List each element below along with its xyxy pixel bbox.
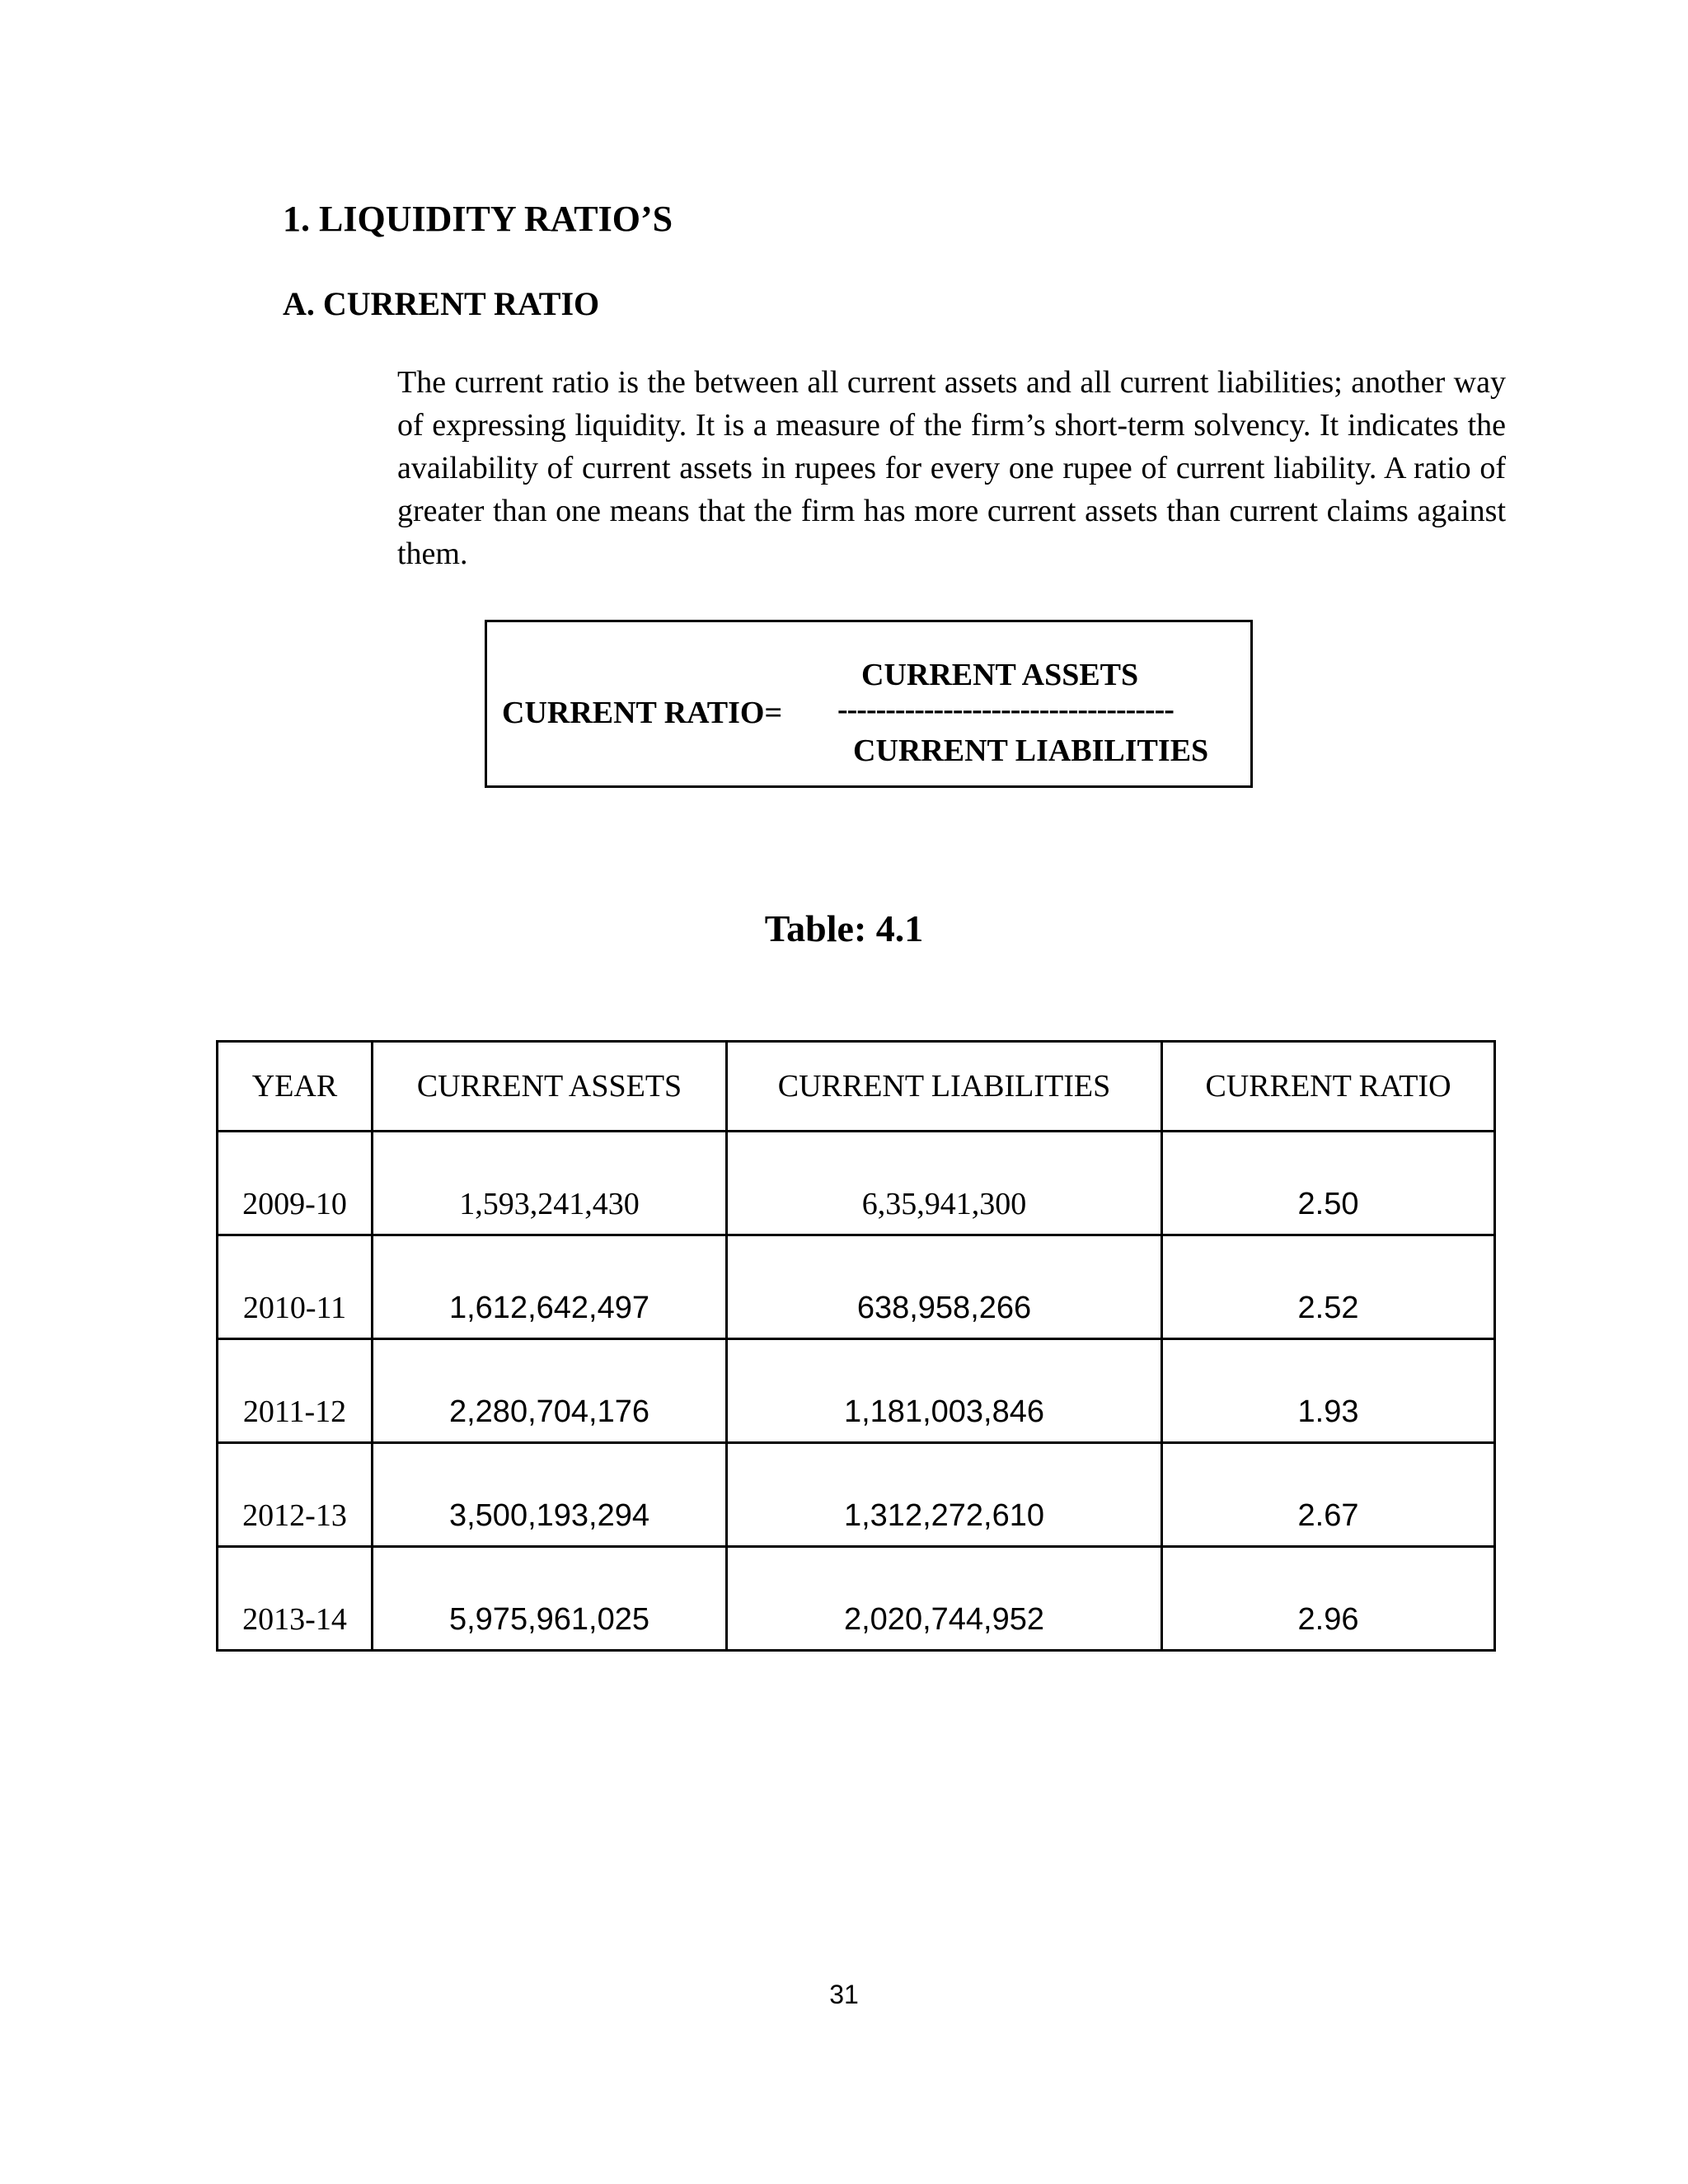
current-assets-cell: 2,280,704,176: [373, 1339, 727, 1443]
current-assets-cell: 3,500,193,294: [373, 1443, 727, 1547]
table-row: [218, 1235, 1495, 1339]
current-liabilities-cell: 638,958,266: [727, 1235, 1162, 1339]
header-current-ratio: CURRENT RATIO: [1162, 1042, 1495, 1132]
table-row: [218, 1443, 1495, 1547]
table-caption: Table: 4.1: [764, 907, 924, 949]
table-row: [218, 1339, 1495, 1443]
table-row: [218, 1132, 1495, 1235]
current-ratio-cell: 2.96: [1162, 1547, 1495, 1651]
current-liabilities-cell: 1,181,003,846: [727, 1339, 1162, 1443]
year-cell: 2010-11: [218, 1235, 373, 1339]
current-liabilities-cell: 6,35,941,300: [727, 1132, 1162, 1235]
current-assets-cell: 5,975,961,025: [373, 1547, 727, 1651]
current-liabilities-cell: 2,020,744,952: [727, 1547, 1162, 1651]
subsection-title: A. CURRENT RATIO: [283, 285, 600, 322]
header-current-liabilities: CURRENT LIABILITIES: [727, 1042, 1162, 1132]
page-number: 31: [829, 1980, 859, 2009]
formula-numerator: CURRENT ASSETS: [861, 658, 1139, 692]
formula-label: CURRENT RATIO=: [502, 696, 783, 730]
formula-denominator: CURRENT LIABILITIES: [853, 733, 1209, 768]
formula-divider: -----------------------------------: [837, 692, 1174, 727]
header-current-assets: CURRENT ASSETS: [373, 1042, 727, 1132]
header-year: YEAR: [218, 1042, 373, 1132]
table-header-row: [218, 1042, 1495, 1132]
formula-box: [485, 620, 1253, 788]
table-row: [218, 1547, 1495, 1651]
year-cell: 2013-14: [218, 1547, 373, 1651]
current-ratio-cell: 2.50: [1162, 1132, 1495, 1235]
current-assets-cell: 1,612,642,497: [373, 1235, 727, 1339]
current-assets-cell: 1,593,241,430: [373, 1132, 727, 1235]
current-ratio-cell: 1.93: [1162, 1339, 1495, 1443]
year-cell: 2012-13: [218, 1443, 373, 1547]
current-ratio-cell: 2.52: [1162, 1235, 1495, 1339]
current-liabilities-cell: 1,312,272,610: [727, 1443, 1162, 1547]
section-title: 1. LIQUIDITY RATIO’S: [283, 199, 673, 239]
current-ratio-cell: 2.67: [1162, 1443, 1495, 1547]
description-paragraph: The current ratio is the between all current assets and all current liabilities; another way of expressing liquidity. It is a measure of the firm’s short-term solvency. It indicates the availability of current assets in rupees for every one rupee of current liability. A ratio of greater than one means that the firm has more current assets than current claims against them.: [397, 365, 1506, 571]
year-cell: 2011-12: [218, 1339, 373, 1443]
current-ratio-table: [216, 1040, 1496, 1652]
year-cell: 2009-10: [218, 1132, 373, 1235]
